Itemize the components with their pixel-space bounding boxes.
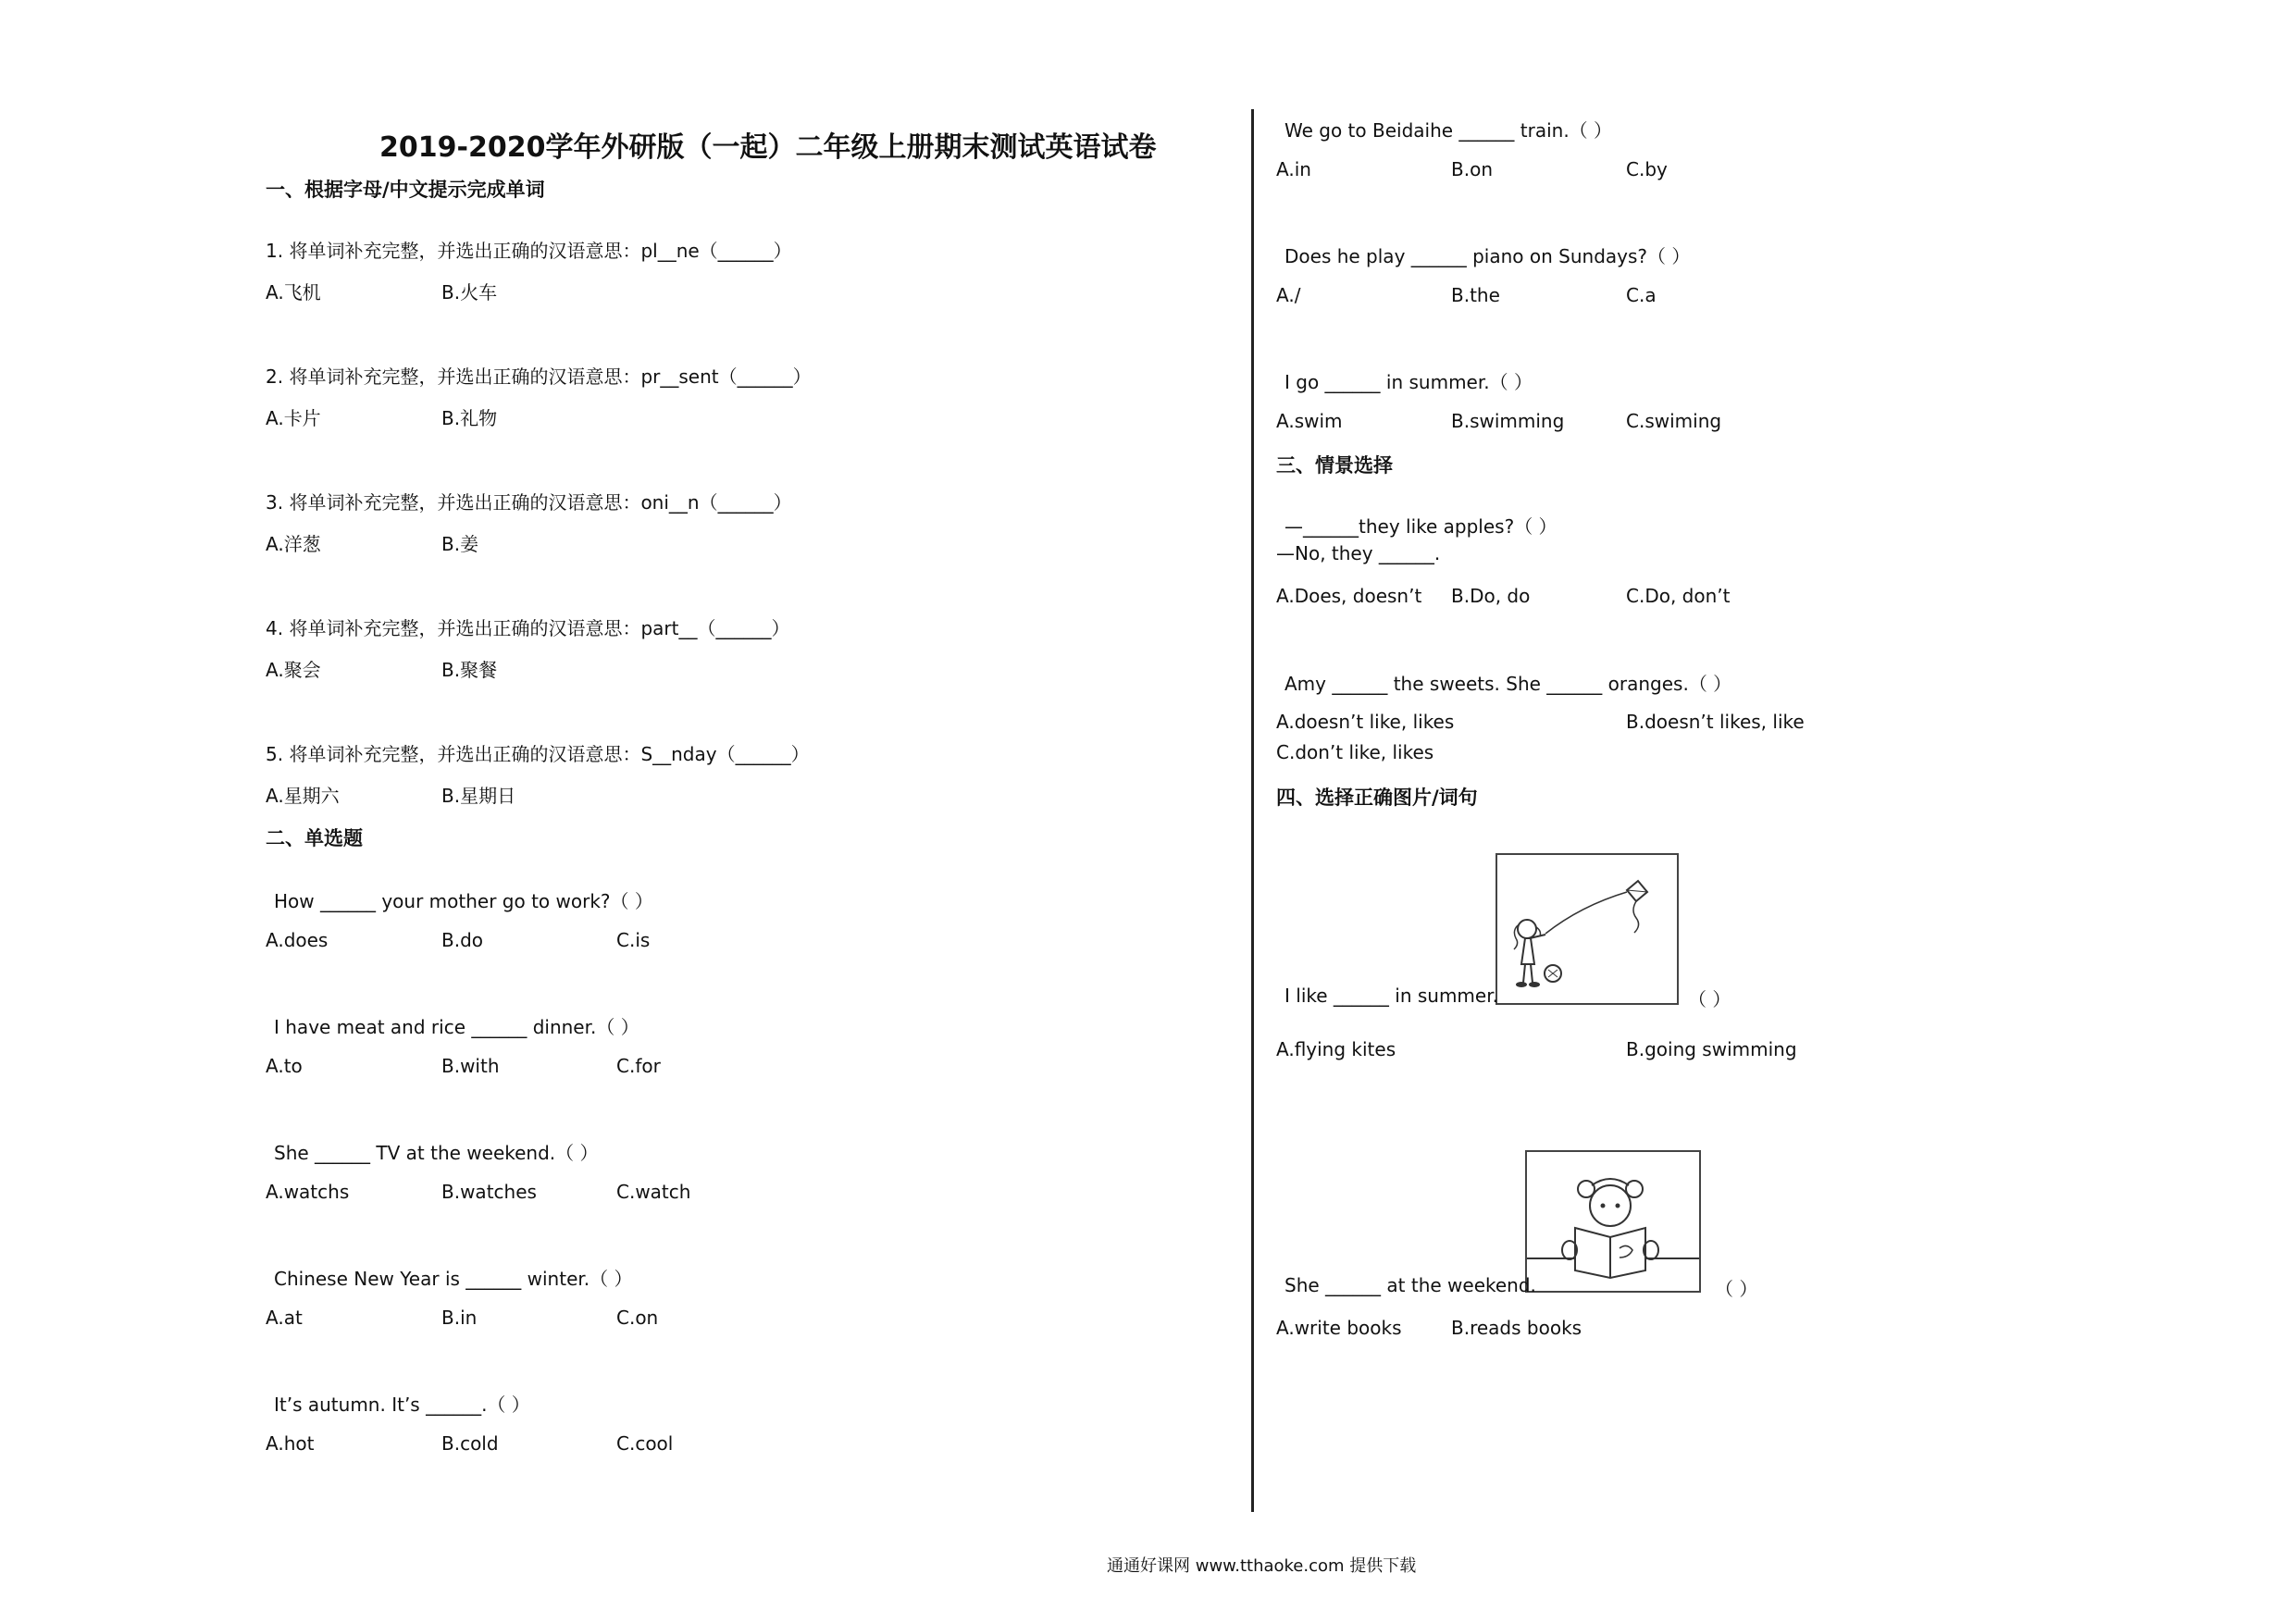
option-a: A.聚会: [266, 659, 321, 681]
option-c: C.don’t like, likes: [1276, 741, 1434, 763]
question-text: Chinese New Year is ______ winter.（ ）: [274, 1268, 633, 1290]
option-b: B.聚餐: [441, 659, 498, 681]
option-b: B.火车: [441, 281, 498, 304]
kite-picture: [1496, 853, 1679, 1005]
option-a: A.洋葱: [266, 533, 321, 555]
question-text: We go to Beidaihe ______ train.（ ）: [1285, 119, 1613, 142]
option-a: A.at: [266, 1307, 303, 1329]
option-b: B.doesn’t likes, like: [1626, 711, 1805, 733]
option-c: C.Do, don’t: [1626, 585, 1731, 607]
question-text: 4. 将单词补充完整，并选出正确的汉语意思：part__（______）: [266, 617, 790, 639]
reading-girl-picture: [1525, 1150, 1701, 1293]
question-text: 5. 将单词补充完整，并选出正确的汉语意思：S__nday（______）: [266, 743, 810, 765]
option-a: A.flying kites: [1276, 1038, 1396, 1060]
section2-heading: 二、单选题: [266, 827, 363, 849]
option-a: A.does: [266, 929, 329, 951]
option-a: A.watchs: [266, 1181, 350, 1203]
option-b: B.with: [441, 1055, 500, 1077]
question-text: Does he play ______ piano on Sundays?（ ）: [1285, 245, 1691, 267]
question-text: I have meat and rice ______ dinner.（ ）: [274, 1016, 639, 1038]
question-text: She ______ at the weekend.: [1285, 1274, 1536, 1296]
question-text: I go ______ in summer.（ ）: [1285, 371, 1533, 393]
question-text: It’s autumn. It’s ______.（ ）: [274, 1394, 530, 1416]
option-a: A./: [1276, 284, 1301, 306]
question-text: I like ______ in summer.: [1285, 985, 1498, 1007]
section3-heading: 三、情景选择: [1276, 454, 1393, 477]
option-c: C.cool: [616, 1432, 674, 1455]
option-b: B.Do, do: [1451, 585, 1531, 607]
option-b: B.cold: [441, 1432, 499, 1455]
option-a: A.飞机: [266, 281, 321, 304]
option-c: C.swiming: [1626, 410, 1722, 432]
option-b: B.reads books: [1451, 1317, 1582, 1339]
answer-paren: （ ）: [1715, 1278, 1758, 1300]
question-text: How ______ your mother go to work?（ ）: [274, 890, 653, 912]
option-a: A.write books: [1276, 1317, 1402, 1339]
option-a: A.in: [1276, 158, 1311, 180]
question-text: 3. 将单词补充完整，并选出正确的汉语意思：oni__n（______）: [266, 491, 792, 514]
option-b: B.going swimming: [1626, 1038, 1797, 1060]
girl-reading-book-icon: [1527, 1152, 1699, 1291]
option-b: B.姜: [441, 533, 479, 555]
option-b: B.礼物: [441, 407, 498, 429]
option-a: A.doesn’t like, likes: [1276, 711, 1455, 733]
option-a: A.swim: [1276, 410, 1343, 432]
page-title: 2019-2020学年外研版（一起）二年级上册期末测试英语试卷: [379, 131, 1157, 164]
option-c: C.on: [616, 1307, 659, 1329]
option-b: B.do: [441, 929, 484, 951]
section1-heading: 一、根据字母/中文提示完成单词: [266, 179, 545, 201]
column-divider: [1251, 109, 1254, 1512]
question-text: Amy ______ the sweets. She ______ oranges.（ ）: [1285, 673, 1732, 695]
option-c: C.for: [616, 1055, 661, 1077]
option-b: B.星期日: [441, 785, 516, 807]
answer-paren: （ ）: [1688, 988, 1731, 1010]
question-text: 2. 将单词补充完整，并选出正确的汉语意思：pr__sent（______）: [266, 365, 812, 388]
question-text: 1. 将单词补充完整，并选出正确的汉语意思：pl__ne（______）: [266, 240, 792, 262]
option-a: A.hot: [266, 1432, 315, 1455]
option-a: A.Does, doesn’t: [1276, 585, 1422, 607]
option-c: C.is: [616, 929, 651, 951]
option-a: A.to: [266, 1055, 303, 1077]
footer-text: 通通好课网 www.tthaoke.com 提供下载: [1107, 1556, 1417, 1576]
option-c: C.by: [1626, 158, 1668, 180]
option-c: C.watch: [616, 1181, 691, 1203]
option-b: B.watches: [441, 1181, 537, 1203]
section4-heading: 四、选择正确图片/词句: [1276, 787, 1478, 809]
option-b: B.in: [441, 1307, 478, 1329]
option-c: C.a: [1626, 284, 1657, 306]
option-a: A.卡片: [266, 407, 321, 429]
girl-flying-kite-icon: [1497, 855, 1677, 1003]
question-text: She ______ TV at the weekend.（ ）: [274, 1142, 599, 1164]
dialogue-line-2: —No, they ______.: [1276, 542, 1441, 564]
dialogue-line-1: —______they like apples?（ ）: [1285, 515, 1558, 538]
option-b: B.swimming: [1451, 410, 1565, 432]
option-b: B.the: [1451, 284, 1500, 306]
option-b: B.on: [1451, 158, 1493, 180]
option-a: A.星期六: [266, 785, 340, 807]
